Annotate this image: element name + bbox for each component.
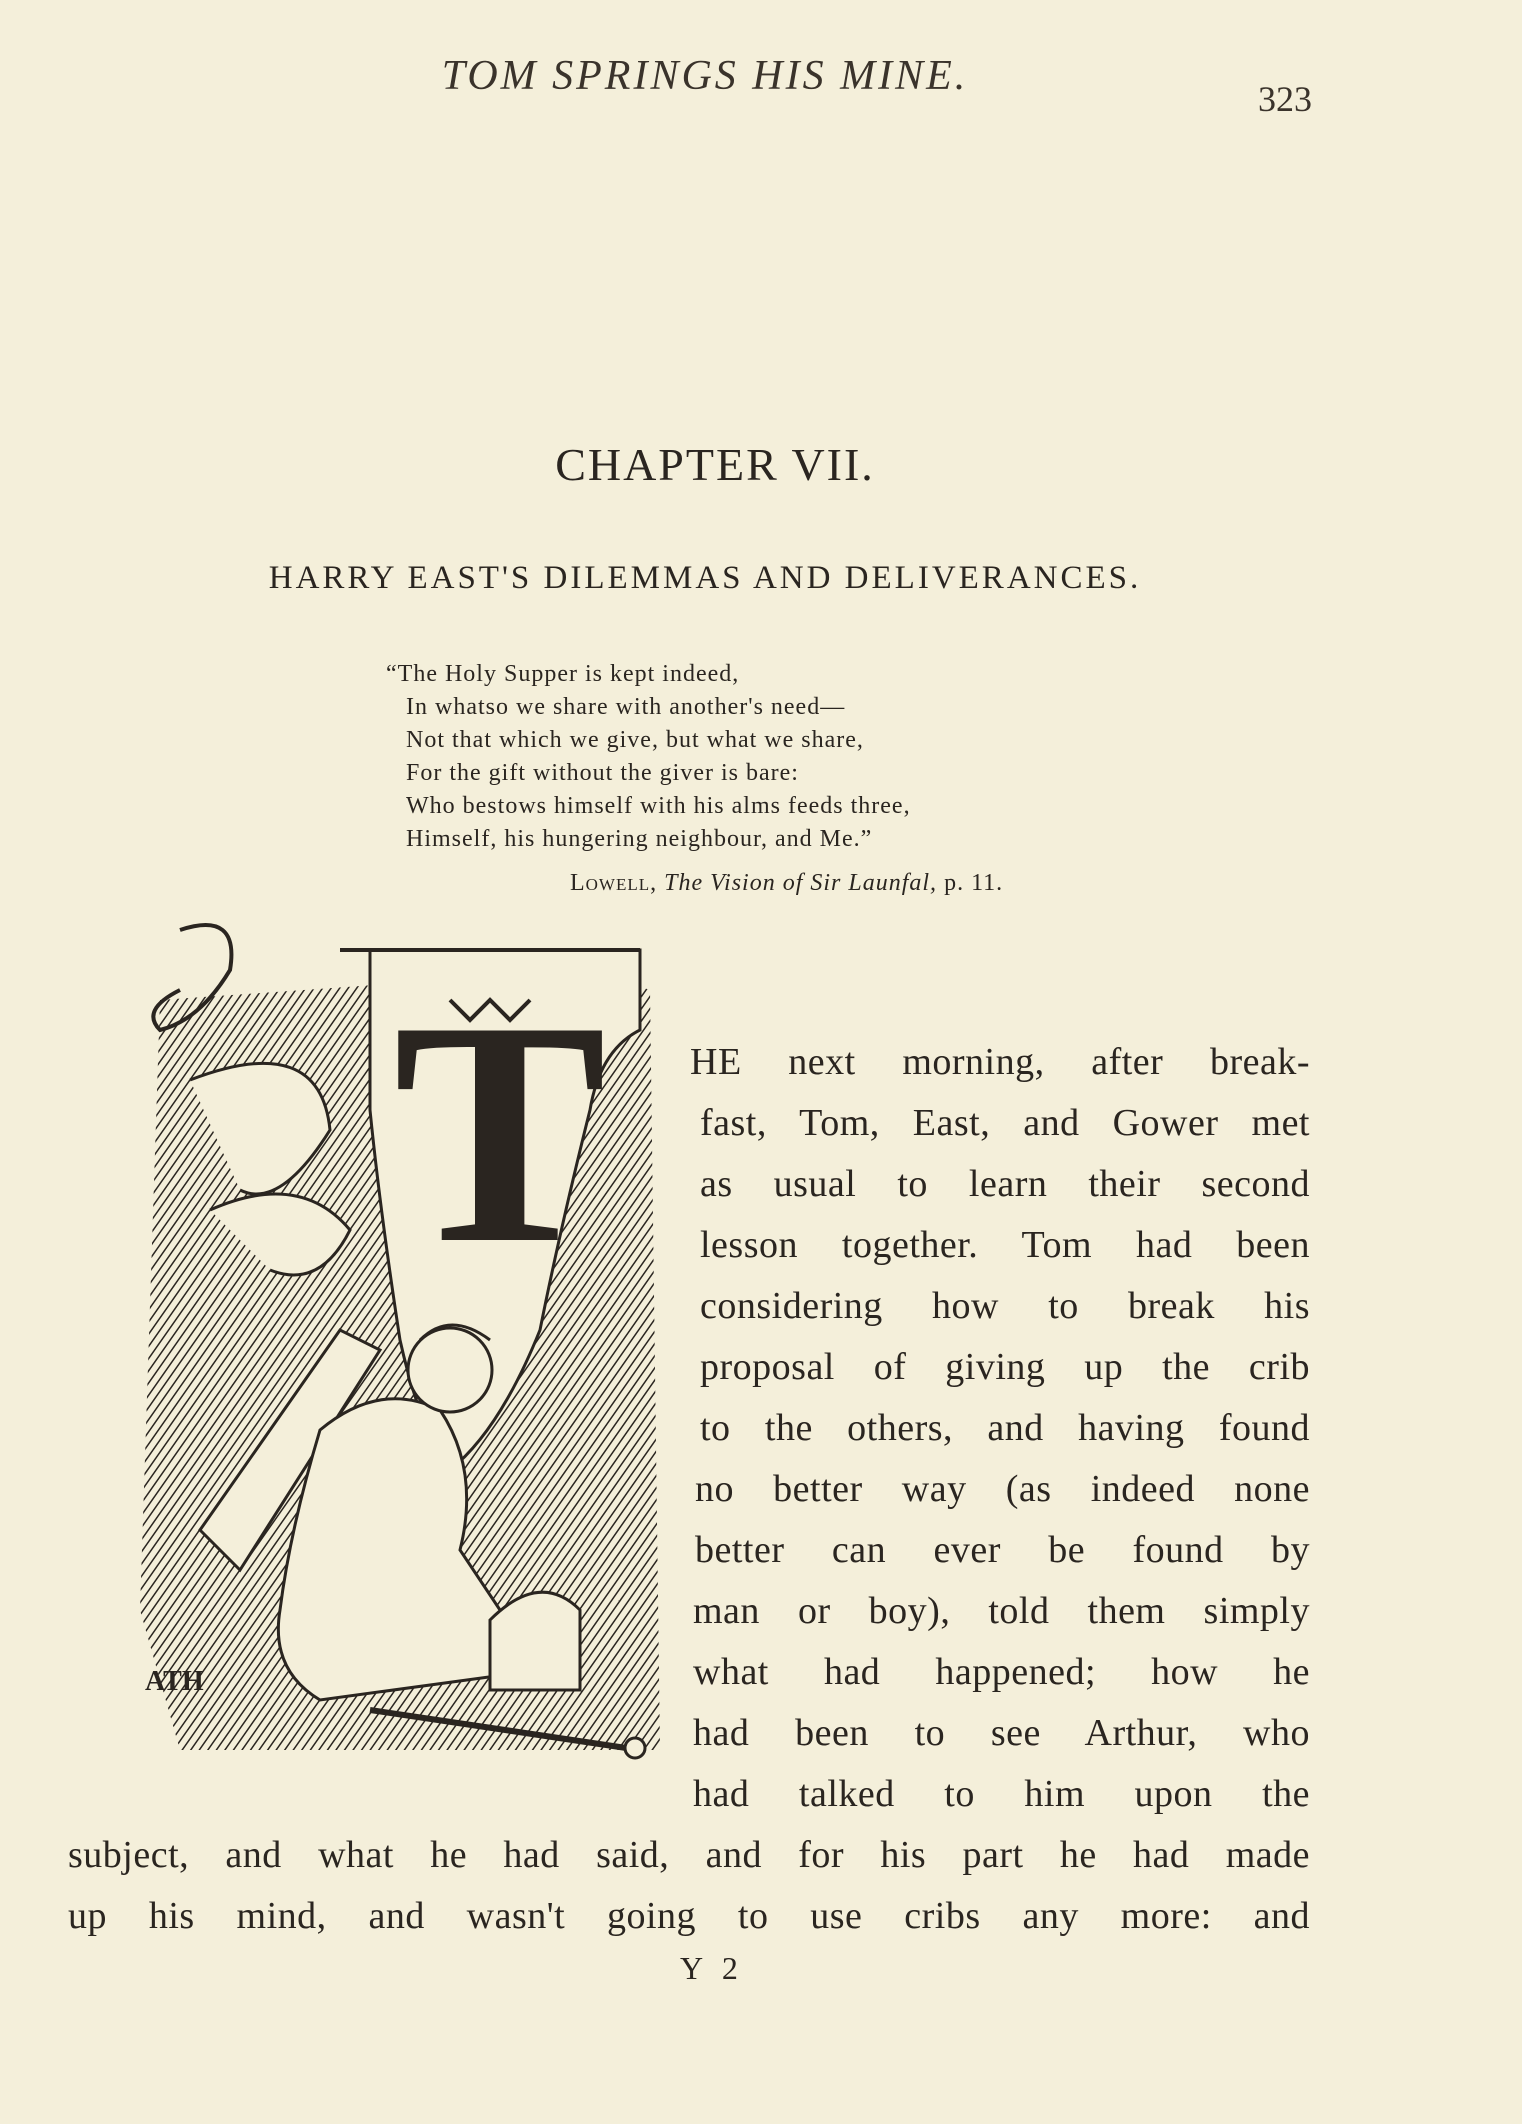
paragraph-line: what had happened; how he <box>693 1651 1310 1693</box>
paragraph-line: lesson together. Tom had been <box>700 1224 1310 1266</box>
attribution-page: p. 11. <box>944 870 1004 896</box>
chapter-heading: CHAPTER VII. <box>555 439 875 490</box>
paragraph-line: had been to see Arthur, who <box>693 1712 1310 1754</box>
epigraph-line: “The Holy Supper is kept indeed, <box>386 661 740 687</box>
paragraph-line: considering how to break his <box>700 1285 1310 1327</box>
paragraph-line: subject, and what he had said, and for his part he had made <box>68 1834 1310 1876</box>
paragraph-line: proposal of giving up the crib <box>700 1346 1310 1388</box>
attribution-work: The Vision of Sir Launfal, <box>664 870 938 896</box>
signature-mark: Y 2 <box>680 1950 744 1986</box>
paragraph-line: man or boy), told them simply <box>693 1590 1310 1632</box>
paragraph-line: had talked to him upon the <box>693 1773 1310 1815</box>
paragraph-line: as usual to learn their second <box>700 1163 1310 1205</box>
drop-cap-illustration <box>120 910 680 1810</box>
paragraph-line: better can ever be found by <box>695 1529 1310 1571</box>
drop-cap-letter-glyph: T <box>393 956 607 1310</box>
epigraph-line: Who bestows himself with his alms feeds three, <box>406 793 911 819</box>
paragraph-line: no better way (as indeed none <box>695 1468 1310 1510</box>
page-number: 323 <box>1258 79 1312 119</box>
chapter-subtitle: HARRY EAST'S DILEMMAS AND DELIVERANCES. <box>268 560 1142 596</box>
epigraph-line: Himself, his hungering neighbour, and Me.” <box>406 826 873 852</box>
paragraph-line: to the others, and having found <box>700 1407 1310 1449</box>
paragraph-line: fast, Tom, East, and Gower met <box>700 1102 1310 1144</box>
epigraph <box>386 658 911 856</box>
epigraph-line: In whatso we share with another's need— <box>406 694 846 720</box>
artist-monogram: ATH <box>145 1666 204 1697</box>
attribution-author: Lowell, <box>570 870 658 896</box>
paragraph-line: up his mind, and wasn't going to use cribs any more: and <box>68 1895 1310 1937</box>
epigraph-line: For the gift without the giver is bare: <box>406 760 799 786</box>
paragraph-line: HE next morning, after break- <box>690 1041 1310 1083</box>
running-head: TOM SPRINGS HIS MINE. <box>441 53 969 99</box>
epigraph-line: Not that which we give, but what we share, <box>406 727 864 753</box>
epigraph-attribution <box>570 870 1003 897</box>
